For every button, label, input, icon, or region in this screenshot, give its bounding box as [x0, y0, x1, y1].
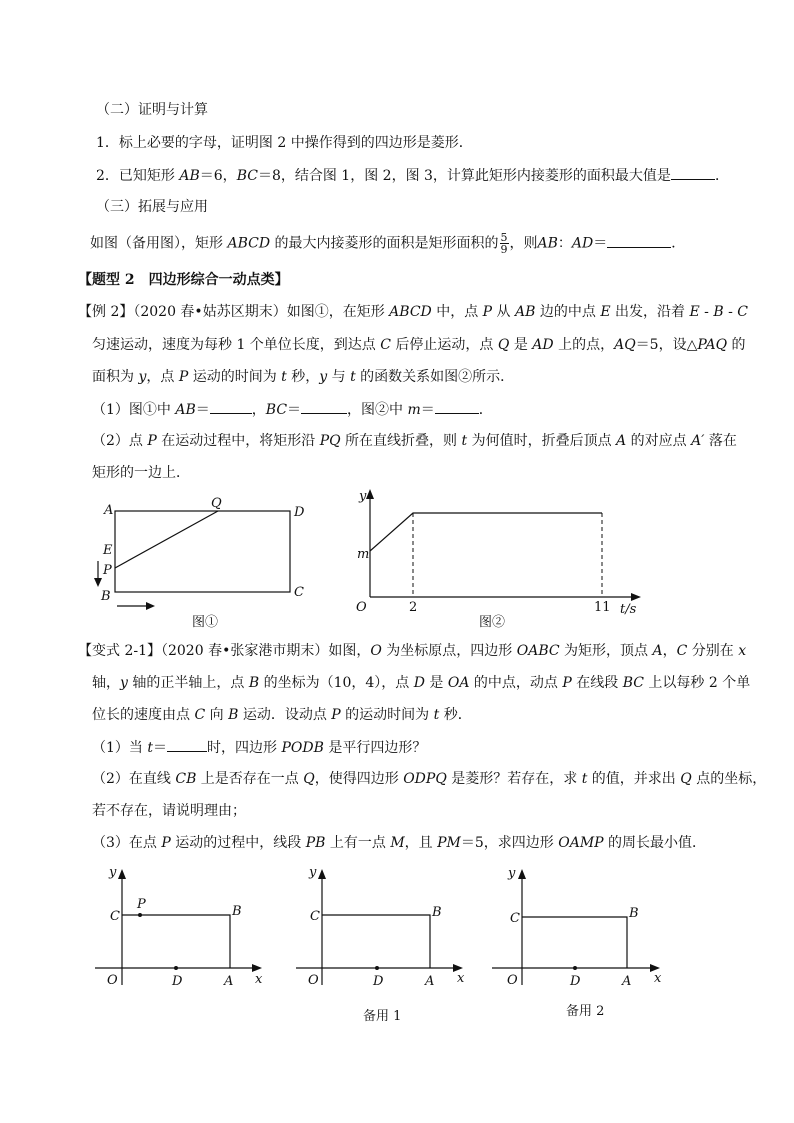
y-axis-label: y — [359, 489, 367, 504]
example-2-line-1: 【例 2】（2020 春•姑苏区期末）如图①，在矩形 ABCD 中，点 P 从 AB 边的中点 E 出发，沿着 E - B - C — [78, 304, 748, 320]
label-c: C — [294, 585, 304, 600]
example-2-line-3: 面积为 y，点 P 运动的时间为 t 秒，y 与 t 的函数关系如图②所示． — [92, 369, 515, 385]
label-p: P — [103, 563, 112, 578]
y-axis-arrow-icon — [318, 869, 326, 879]
variant-2-1-part-3: （3）在点 P 运动的过程中，线段 PB 上有一点 M，且 PM＝5，求四边形 OAMP 的周长最小值． — [92, 835, 707, 851]
example-2-part-1: （1）图①中 AB＝ ，BC＝ ，图②中 m＝ ． — [92, 399, 493, 420]
y-label: y — [109, 865, 117, 880]
o-label: O — [308, 973, 319, 988]
figure-2-caption: 图② — [479, 615, 506, 630]
section-title-extension: （三）拓展与应用 — [96, 199, 208, 215]
variant-2-1-line-1: 【变式 2-1】（2020 春•张家港市期末）如图，O 为坐标原点，四边形 OABC 为矩形，顶点 A，C 分别在 x — [78, 643, 747, 659]
coord-figure-backup-2 — [492, 866, 662, 1019]
d-label: D — [373, 974, 384, 989]
x-label: x — [457, 971, 465, 986]
section-heading: 【题型 2 四边形综合一动点类】 — [78, 272, 289, 288]
d-label: D — [172, 974, 183, 989]
x-label: x — [654, 971, 662, 986]
rectangle-oabc — [522, 917, 627, 968]
label-b: B — [101, 589, 111, 604]
c-label: C — [310, 909, 320, 924]
example-2-line-2: 匀速运动，速度为每秒 1 个单位长度，到达点 C 后停止运动，点 Q 是 AD 上的点，AQ＝5，设△PAQ 的 — [92, 337, 746, 353]
rectangle-oabc — [122, 915, 230, 968]
m-label: m — [357, 547, 370, 562]
variant-2-1-line-3: 位长的速度由点 C 向 B 运动．设动点 P 的运动时间为 t 秒． — [92, 707, 472, 723]
c-label: C — [110, 909, 120, 924]
label-d: D — [294, 505, 305, 520]
origin-label: O — [356, 600, 367, 615]
p-label: P — [137, 897, 146, 912]
variant-2-1-line-2: 轴，y 轴的正半轴上，点 B 的坐标为（10，4），点 D 是 OA 的中点，动点 P 在线段 BC 上以每秒 2 个单 — [92, 675, 751, 691]
label-q: Q — [211, 496, 222, 511]
section-title-proof: （二）证明与计算 — [96, 102, 208, 118]
coord-figure-backup-1 — [296, 865, 465, 1024]
backup-1-caption: 备用 1 — [363, 1009, 402, 1024]
label-a: A — [104, 503, 114, 518]
a-label: A — [425, 974, 435, 989]
figure-1-caption: 图① — [192, 615, 219, 630]
y-label: y — [508, 866, 516, 881]
a-label: A — [622, 974, 632, 989]
c-label: C — [510, 911, 520, 926]
y-label: y — [309, 865, 317, 880]
fraction-5-9: $\frac{5}{9}$ — [500, 231, 508, 256]
tick-2: 2 — [409, 600, 418, 615]
b-label: B — [629, 906, 639, 921]
example-2-part-2: （2）点 P 在运动过程中，将矩形沿 PQ 所在直线折叠，则 t 为何值时，折叠后顶点 A 的对应点 A′ 落在 — [92, 433, 737, 449]
a-label: A — [224, 974, 234, 989]
point-d — [573, 966, 577, 970]
d-label: D — [570, 974, 581, 989]
rectangle-oabc — [322, 915, 430, 968]
b-label: B — [432, 905, 442, 920]
o-label: O — [507, 973, 518, 988]
label-e: E — [103, 543, 113, 558]
variant-2-1-part-1: （1）当 t＝ 时，四边形 PODB 是平行四边形？ — [92, 737, 426, 758]
backup-2-caption: 备用 2 — [566, 1004, 605, 1019]
x-axis-arrow-icon — [252, 964, 262, 972]
point-d — [375, 966, 379, 970]
example-2-part-2-cont: 矩形的一边上． — [92, 465, 190, 481]
point-d — [174, 966, 178, 970]
t-axis-label: t/s — [620, 602, 637, 617]
question-2: 2．已知矩形 AB＝6，BC＝8，结合图 1，图 2，图 3，计算此矩形内接菱形的面积最大值是 ． — [96, 165, 729, 186]
question-3: 如图（备用图），矩形 ABCD 的最大内接菱形的面积是矩形面积的 $\frac{5}{9}$ ，则AB：AD＝ ． — [90, 231, 686, 256]
o-label: O — [107, 973, 118, 988]
y-axis-arrow-icon — [118, 869, 126, 879]
x-label: x — [255, 972, 263, 987]
variant-2-1-part-2-cont: 若不存在，请说明理由； — [92, 803, 246, 819]
y-axis-arrow-icon — [518, 869, 526, 879]
tick-11: 11 — [594, 600, 611, 615]
variant-2-1-part-2: （2）在直线 CB 上是否存在一点 Q，使得四边形 ODPQ 是菱形？若存在，求 t 的值，并求出 Q 点的坐标， — [92, 771, 767, 787]
point-p — [138, 913, 142, 917]
b-label: B — [232, 904, 242, 919]
coord-figure-main — [95, 865, 263, 989]
question-1: 1．标上必要的字母，证明图 2 中操作得到的四边形是菱形． — [96, 135, 473, 151]
